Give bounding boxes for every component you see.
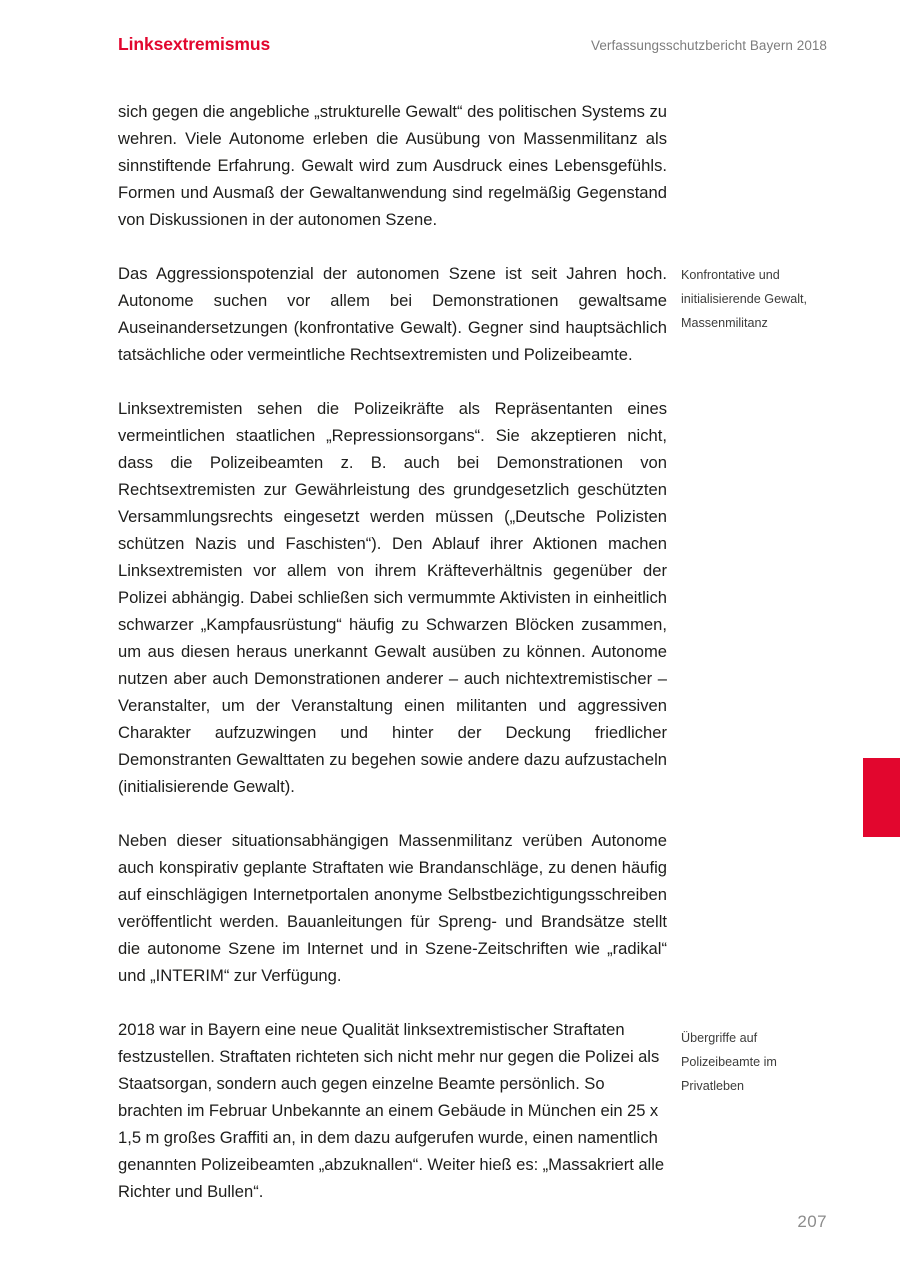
running-head <box>118 36 827 60</box>
margin-note: Übergriffe auf Polizeibeamte im Privatleben <box>681 1031 777 1093</box>
report-title: Verfassungsschutzbericht Bayern 2018 <box>591 38 827 53</box>
body-paragraph: Neben dieser situationsabhängigen Massenmilitanz verüben Autonome auch konspirativ geplante Straftaten wie Brandanschläge, zu denen häufig auf einschlägigen Internetportalen anonyme Selbstbezichtigungsschreiben veröffentlicht werden. Bauanleitungen für Spreng- und Brandsätze stellt die autonome Szene im Internet und in Szene-Zeitschriften wie „radikal“ und „INTERIM“ zur Verfügung. <box>118 831 667 985</box>
margin-note: Konfrontative und initialisierende Gewalt, Massenmilitanz <box>681 268 807 330</box>
body-paragraph: Linksextremisten sehen die Polizeikräfte als Repräsentanten eines vermeintlichen staatlichen „Repressionsorgans“. Sie akzeptieren nicht, dass die Polizeibeamten z. B. auch bei Demonstrationen von Rechtsextremisten zur Gewährleistung des grundgesetzlich geschützten Versammlungsrechts eingesetzt werden müssen („Deutsche Polizisten schützen Nazis und Faschisten“). Den Ablauf ihrer Aktionen machen Linksextremisten vor allem von ihrem Kräfteverhältnis gegenüber der Polizei abhängig. Dabei schließen sich vermummte Aktivisten in einheitlich schwarzer „Kampfausrüstung“ häufig zu Schwarzen Blöcken zusammen, um aus diesen heraus unerkannt Gewalt ausüben zu können. Autonome nutzen aber auch Demonstrationen anderer – auch nichtextremistischer – Veranstalter, um der Veranstaltung einen militanten und aggressiven Charakter aufzuzwingen und hinter der Deckung friedlicher Demonstranten Gewalttaten zu begehen sowie andere dazu aufzustacheln (initialisierende Gewalt). <box>118 399 667 796</box>
body-paragraph: 2018 war in Bayern eine neue Qualität linksextremistischer Straftaten festzustellen. Straftaten richteten sich nicht mehr nur gegen die Polizei als Staatsorgan, sondern auch gegen einzelne Beamte persönlich. So brachten im Februar Unbekannte an einem Gebäude in München ein 25 x 1,5 m großes Graffiti an, in dem dazu aufgerufen wurde, einen namentlich genannten Polizeibeamten „abzuknallen“. Weiter hieß es: „Massakriert alle Richter und Bullen“. <box>118 1020 665 1201</box>
chapter-thumb-tab <box>863 758 900 837</box>
body-paragraph: sich gegen die angebliche „strukturelle Gewalt“ des politischen Systems zu wehren. Viele Autonome erleben die Ausübung von Massenmilitanz als sinnstiftende Erfahrung. Gewalt wird zum Ausdruck eines Lebensgefühls. Formen und Ausmaß der Gewaltanwendung sind regelmäßig Gegenstand von Diskussionen in der autonomen Szene. <box>118 102 667 229</box>
chapter-title: Linksextremismus <box>118 34 271 54</box>
body-paragraph: Das Aggressionspotenzial der autonomen Szene ist seit Jahren hoch. Autonome suchen vor allem bei Demonstrationen gewaltsame Auseinandersetzungen (konfrontative Gewalt). Gegner sind hauptsächlich tatsächliche oder vermeintliche Rechtsextremisten und Polizeibeamte. <box>118 264 667 364</box>
body-text-column <box>118 98 667 1205</box>
page-number: 207 <box>797 1212 827 1231</box>
